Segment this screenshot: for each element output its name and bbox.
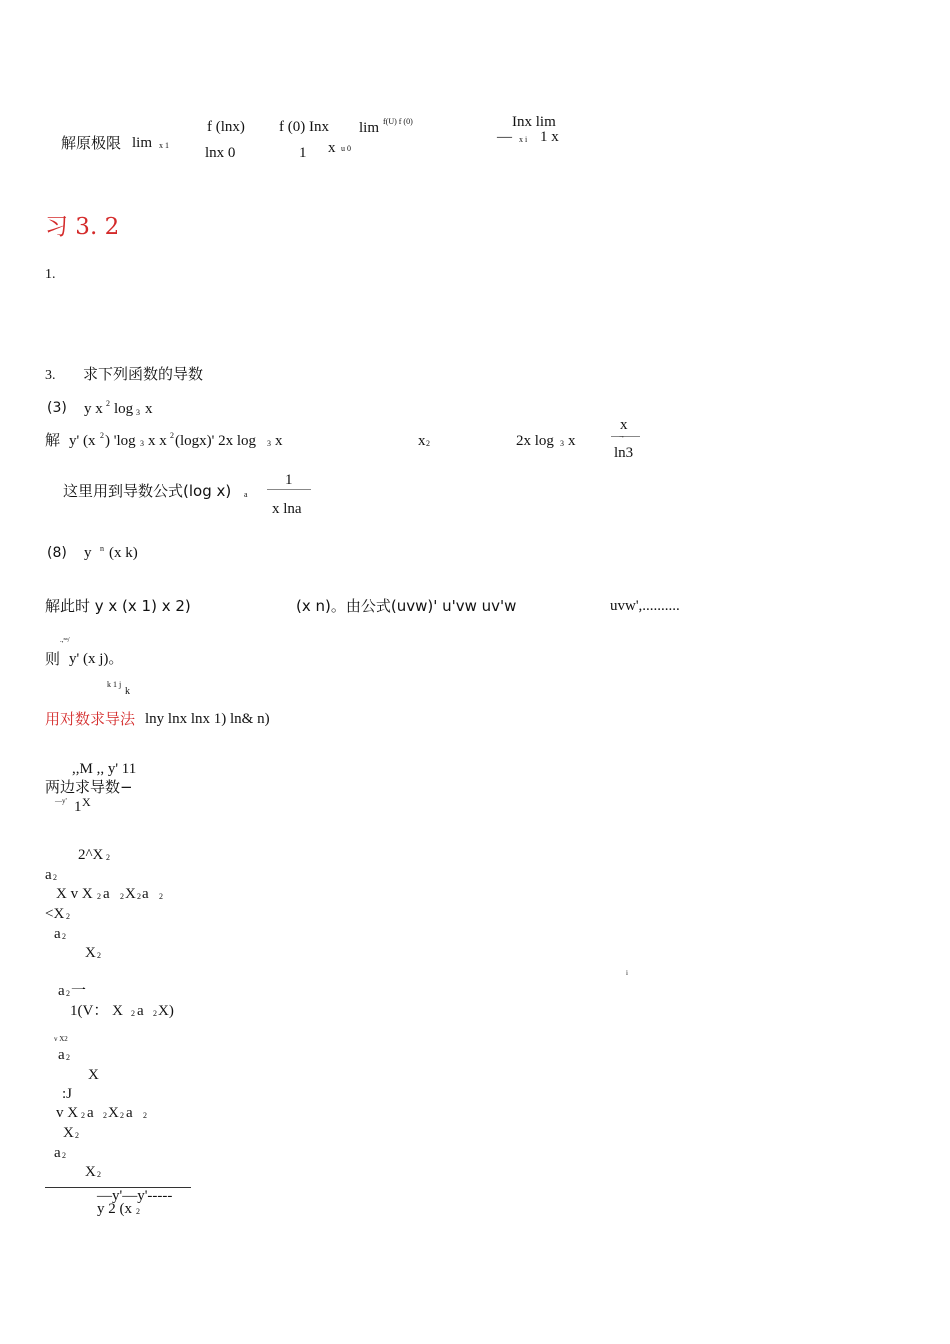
tail-a3: X v X — [56, 886, 93, 902]
item3-number: 3. — [45, 368, 56, 383]
p8-solution-mid: (x n)。由公式(uvw)' u'vw uv'w — [296, 597, 517, 615]
p3-sol-sub1: 3 — [140, 439, 144, 448]
tail-a15-sub: 2 — [62, 1151, 66, 1160]
tail-a13-s2: 2 — [103, 1111, 107, 1120]
tail-a10: a — [58, 1047, 65, 1063]
tail-a16-sub: 2 — [97, 1170, 101, 1179]
p8-solution-right: uvw',.......... — [610, 598, 680, 614]
lim2-subscript-2: u 0 — [341, 144, 351, 153]
log-method-label: 用对数求导法 — [45, 710, 136, 728]
tail-a5: a — [54, 926, 61, 942]
tail-a8-s1: 2 — [131, 1009, 135, 1018]
tail-a3-s3: 2 — [137, 892, 141, 901]
p3-x2-sub: 2 — [426, 439, 430, 448]
p3-note-numerator: 1 — [285, 472, 293, 488]
tail-a13-s3: 2 — [120, 1111, 124, 1120]
tail-a13: v X — [56, 1105, 79, 1121]
p3-note-sub: a — [244, 490, 248, 499]
top-label: 解原极限 — [61, 134, 122, 152]
deriv-line3-c: X — [82, 795, 91, 809]
p8-then-expression: y' (x j)。 — [69, 651, 124, 667]
p3-sol-sup2: 2 — [170, 431, 174, 440]
tail-fraction-bottom-sub: 2 — [136, 1207, 140, 1216]
tail-a14-sub: 2 — [75, 1131, 79, 1140]
p3-fn-b: log — [114, 401, 134, 417]
tail-a2: a — [45, 867, 52, 883]
p3-sol-a: y' (x — [69, 433, 96, 449]
tail-a2-sub: 2 — [53, 873, 57, 882]
tail-a8-s2: 2 — [153, 1009, 157, 1018]
p8-fn-b: (x k) — [109, 545, 138, 561]
tail-a12: :J — [62, 1086, 73, 1102]
p3-sol-sub2: 3 — [267, 439, 271, 448]
p8-then-subscript: k 1 j — [107, 680, 122, 689]
lim-subscript: x 1 — [159, 141, 169, 150]
tail-a11: X — [88, 1067, 99, 1083]
log-method-expression: lny lnx lnx 1) ln& n) — [145, 711, 270, 727]
p8-then-subscript-2: k — [125, 686, 130, 697]
section-title: 习 3. 2 — [45, 214, 120, 240]
right-bottom-expression: 1 x — [540, 129, 559, 145]
p3-label: (3) — [47, 400, 67, 416]
tail-a7-sub: 2 — [66, 989, 70, 998]
right-dash: — — [497, 129, 512, 145]
p3-fn-a: y x — [84, 401, 103, 417]
tail-a8-b: a — [137, 1003, 144, 1019]
right-subscript: x i — [519, 135, 528, 144]
p3-fraction-denominator: ln3 — [614, 445, 634, 461]
fraction1-numerator: f (lnx) — [207, 119, 245, 135]
p3-fn-sub: 3 — [136, 408, 140, 417]
p8-then-label: 则 — [45, 650, 61, 668]
tail-fraction-top: —y'—y'----- — [97, 1188, 173, 1204]
p8-fn: y — [84, 545, 92, 561]
tail-a7-b: 一 — [71, 981, 87, 999]
tail-a8: 1(V： X — [70, 1003, 123, 1019]
tail-a3-s1: 2 — [97, 892, 101, 901]
tail-a8-c: X) — [158, 1003, 174, 1019]
tail-a1: 2^X — [78, 847, 104, 863]
p3-fn-c: x — [145, 401, 153, 417]
p3-mid-x: x — [568, 433, 576, 449]
item1-number: 1. — [45, 267, 56, 282]
lim2-text: lim — [359, 120, 380, 136]
right-top-expression: Inx lim — [512, 114, 556, 130]
fraction1-denominator: lnx 0 — [205, 145, 236, 161]
tail-a9: v X2 — [54, 1035, 68, 1043]
p8-solution: 解此时 y x (x 1) x 2) — [45, 597, 191, 615]
p3-fn-sup: 2 — [106, 399, 110, 408]
p8-label: (8) — [47, 545, 67, 561]
p8-marks: .,ⁿᵃ/ — [60, 636, 70, 644]
tail-a3-s2: 2 — [120, 892, 124, 901]
tail-a13-s1: 2 — [81, 1111, 85, 1120]
p3-sol-b: ) 'log — [105, 433, 136, 449]
item3-title: 求下列函数的导数 — [83, 365, 204, 383]
tail-a13-b: a — [87, 1105, 94, 1121]
p3-fraction-numerator: x — [620, 417, 628, 433]
p8-fn-sup: n — [100, 544, 104, 553]
p3-sol-c: x x — [148, 433, 167, 449]
p3-sol-e: x — [275, 433, 283, 449]
p3-mid-sub: 3 — [560, 439, 564, 448]
tail-a16: X — [85, 1164, 96, 1180]
tail-mark-i: i — [626, 969, 628, 977]
tail-a3-c: X — [125, 886, 136, 902]
tail-a15: a — [54, 1145, 61, 1161]
p3-note-fraction-bar — [267, 489, 311, 490]
lim2-subscript: x — [328, 140, 336, 156]
tail-a3-b: a — [103, 886, 110, 902]
tail-a6-sub: 2 — [97, 951, 101, 960]
p3-fraction-bar — [611, 436, 640, 437]
tail-a13-d: a — [126, 1105, 133, 1121]
p3-note: 这里用到导数公式(log x) — [63, 482, 232, 500]
deriv-line1: ,,M ,, y' 11 — [72, 761, 137, 777]
lim-text: lim — [132, 135, 153, 151]
tail-a14: X — [63, 1125, 74, 1141]
deriv-line3-a: —y' — [55, 797, 67, 805]
deriv-line2: 两边求导数− — [45, 778, 133, 796]
fraction2-denominator: 1 — [299, 145, 307, 161]
p3-sol-d: (logx)' 2x log — [175, 433, 257, 449]
tail-a7: a — [58, 983, 65, 999]
tail-a6: X — [85, 945, 96, 961]
fraction2-numerator: f (0) Inx — [279, 119, 329, 135]
p3-note-denominator: x lna — [272, 501, 302, 517]
p3-solution-label: 解 — [45, 431, 61, 449]
p3-mid: 2x log — [516, 433, 554, 449]
tail-a1-sub: 2 — [106, 853, 110, 862]
tail-a13-c: X — [108, 1105, 119, 1121]
tail-a5-sub: 2 — [62, 932, 66, 941]
tail-a4: <X — [45, 906, 65, 922]
p3-x2: x — [418, 433, 426, 449]
tail-a3-s4: 2 — [159, 892, 163, 901]
tail-a13-s4: 2 — [143, 1111, 147, 1120]
p3-fraction-arrow: → — [618, 432, 625, 440]
tail-a4-sub: 2 — [66, 912, 70, 921]
p3-sol-sup1: 2 — [100, 431, 104, 440]
tail-fraction-bottom: y 2 (x — [97, 1201, 132, 1217]
lim2-superscript: f(U) f (0) — [383, 117, 413, 126]
tail-a3-d: a — [142, 886, 149, 902]
deriv-line3-b: 1 — [74, 799, 82, 815]
tail-a10-sub: 2 — [66, 1053, 70, 1062]
